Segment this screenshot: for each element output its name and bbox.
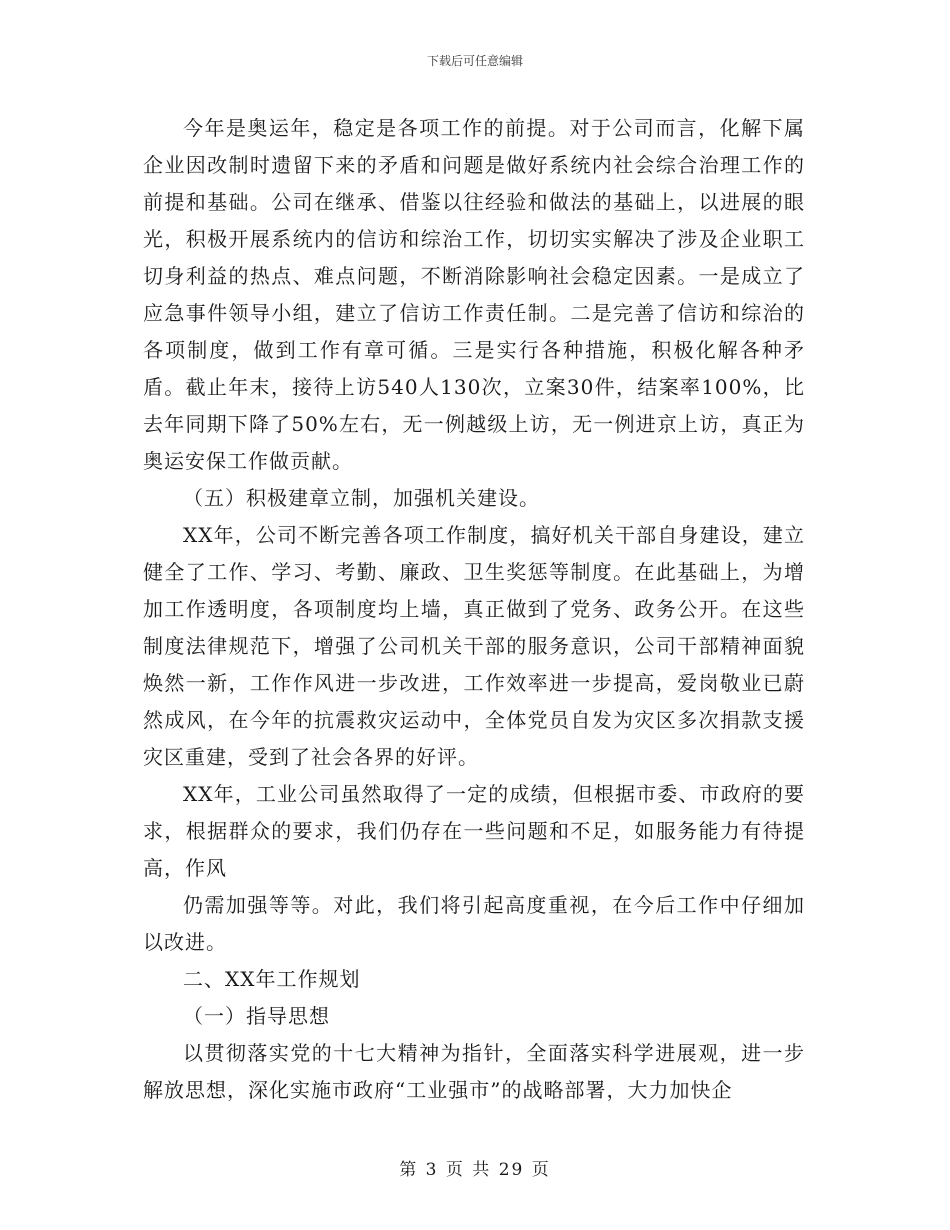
paragraph-shortcomings: XX年，工业公司虽然取得了一定的成绩，但根据市委、市政府的要求，根据群众的要求，我们仍存在一些问题和不足，如服务能力有待提高，作风 bbox=[143, 782, 805, 880]
page-number-footer: 第 3 页 共 29 页 bbox=[399, 1160, 551, 1180]
paragraph-improvement: 仍需加强等等。对此，我们将引起高度重视，在今后工作中仔细加以改进。 bbox=[143, 893, 805, 954]
paragraph-stability: 今年是奥运年，稳定是各项工作的前提。对于公司而言，化解下属企业因改制时遗留下来的矛盾和问题是做好系统内社会综合治理工作的前提和基础。公司在继承、借鉴以往经验和做法的基础上，以进展的眼光，积极开展系统内的信访和综治工作，切切实实解决了涉及企业职工切身利益的热点、难点问题，不断消除影响社会稳定因素。一是成立了应急事件领导小组，建立了信访工作责任制。二是完善了信访和综治的各项制度，做到工作有章可循。三是实行各种措施，积极化解各种矛盾。截止年末，接待上访540人130次，立案30件，结案率100%，比去年同期下降了50%左右，无一例越级上访，无一例进京上访，真正为奥运安保工作做贡献。 bbox=[143, 116, 805, 473]
page-header: 下载后可任意编辑 bbox=[426, 54, 523, 68]
document-body bbox=[143, 110, 805, 1109]
paragraph-institution-building: XX年，公司不断完善各项工作制度，搞好机关干部自身建设，建立健全了工作、学习、考勤、廉政、卫生奖惩等制度。在此基础上，为增加工作透明度，各项制度均上墙，真正做到了党务、政务公开。在这些制度法律规范下，增强了公司机关干部的服务意识，公司干部精神面貌焕然一新，工作作风进一步改进，工作效率进一步提高，爱岗敬业已蔚然成风，在今年的抗震救灾运动中，全体党员自发为灾区多次捐款支援灾区重建，受到了社会各界的好评。 bbox=[143, 523, 805, 769]
subsection-heading-guiding-thought: （一）指导思想 bbox=[183, 1004, 330, 1028]
section-heading-five: （五）积极建章立制，加强机关建设。 bbox=[183, 486, 540, 510]
paragraph-guiding-thought: 以贯彻落实党的十七大精神为指针，全面落实科学进展观，进一步解放思想，深化实施市政府“工业强市”的战略部署，大力加快企 bbox=[143, 1041, 805, 1102]
section-heading-plan: 二、XX年工作规划 bbox=[183, 967, 361, 991]
